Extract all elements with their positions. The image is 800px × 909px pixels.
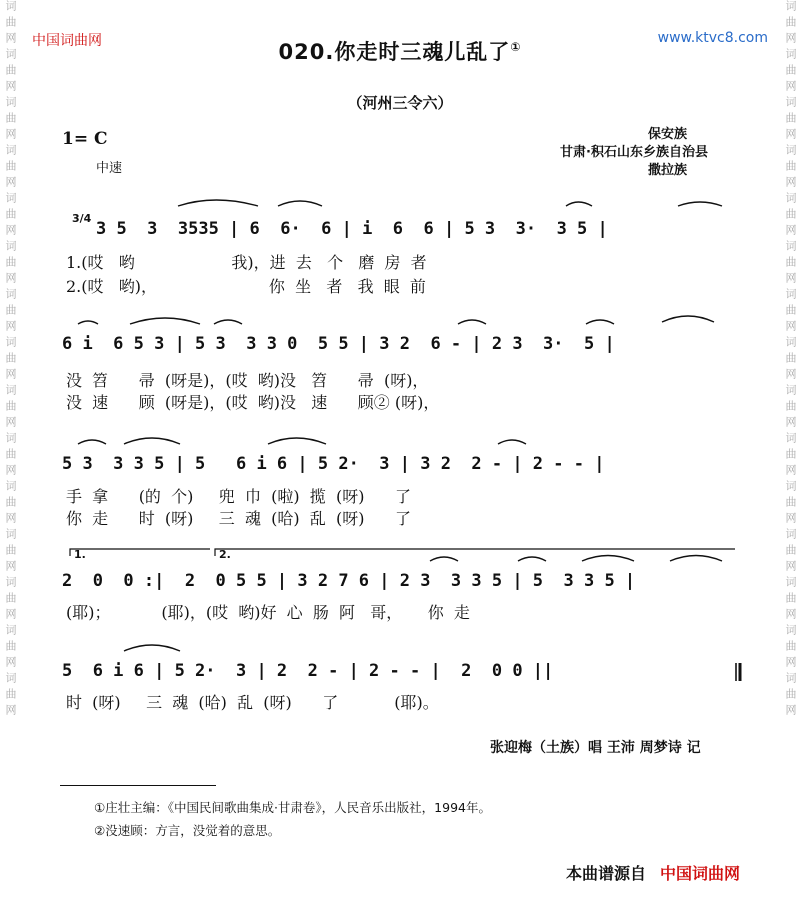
song-title bbox=[0, 36, 800, 66]
slur bbox=[124, 438, 180, 444]
left-watermark-strip: 词曲网词曲网词曲网词曲网词曲网词曲网词曲网词曲网词曲网词曲网词曲网词曲网词曲网词曲网词曲网 bbox=[4, 0, 17, 720]
slur bbox=[518, 557, 546, 561]
tempo-marking: 中速 bbox=[96, 161, 123, 176]
time-signature-text: 3/4 bbox=[72, 212, 92, 225]
origin-line-2: 甘肃·积石山东乡族自治县 bbox=[560, 145, 708, 160]
notation-row-3: 5 3 3 3 5 | 5 6 i 6 | 5 2· 3 | 3 2 2 - | 2 - - | bbox=[62, 454, 605, 474]
slur bbox=[78, 440, 106, 444]
footnote-1: ①庄壮主编：《中国民间歌曲集成·甘肃卷》，人民音乐出版社，1994年。 bbox=[94, 800, 491, 815]
slur bbox=[582, 556, 634, 562]
notation-row-1: 3 5 3 3535 | 6 6· 6 | i 6 6 | 5 3 3· 3 5 | bbox=[96, 219, 608, 239]
notation-row-4: 2 0 0 :| 2 0 5 5 | 3 2 7 6 | 2 3 3 3 5 | 5 3 3 5 | bbox=[62, 571, 636, 591]
volta-1-label: 1. bbox=[74, 548, 86, 561]
lyric-row-1-verse-2: 2.(哎 哟)， 你 坐 者 我 眼 前 bbox=[66, 277, 426, 296]
origin-line-3: 撒拉族 bbox=[648, 163, 688, 178]
slur bbox=[662, 316, 714, 322]
slur bbox=[124, 645, 180, 651]
lyric-row-2-verse-2: 没 速 顾 (呀是)，(哎 哟)没 速 顾② (呀)， bbox=[66, 393, 440, 412]
slur bbox=[586, 320, 614, 324]
lyric-row-1-verse-1: 1.(哎 哟 我)，进 去 个 磨 房 者 bbox=[66, 253, 427, 272]
song-subtitle: （河州三令六） bbox=[347, 94, 453, 112]
notation-row-5: 5 6 i 6 | 5 2· 3 | 2 2 - | 2 - - | 2 0 0 || bbox=[62, 661, 554, 681]
song-title-text: 020.你走时三魂儿乱了 bbox=[278, 40, 511, 64]
notation-row-2: 6 i 6 5 3 | 5 3 3 3 0 5 5 | 3 2 6 - | 2 3 3· 5 | bbox=[62, 334, 615, 354]
performer-credit: 张迎梅（土族）唱 王沛 周梦诗 记 bbox=[490, 740, 701, 756]
volta-bracket bbox=[70, 549, 210, 556]
lyric-row-3-verse-1: 手 拿 (的 个) 兜 巾 (啦) 揽 (呀) 了 bbox=[66, 487, 411, 506]
site-watermark-left[interactable]: 中国词曲网 bbox=[32, 33, 102, 49]
slur bbox=[178, 200, 258, 206]
slur bbox=[458, 320, 486, 324]
slur bbox=[430, 557, 458, 561]
lyric-row-3-verse-2: 你 走 时 (呀) 三 魂 (哈) 乱 (呀) 了 bbox=[66, 509, 411, 528]
title-footnote-mark: ① bbox=[510, 40, 522, 54]
lyric-row-5: 时 (呀) 三 魂 (哈) 乱 (呀) 了 (耶)。 bbox=[66, 693, 439, 712]
source-site-link[interactable]: 中国词曲网 bbox=[660, 864, 741, 883]
volta-2-label: 2. bbox=[219, 548, 231, 561]
lyric-row-4: (耶)； (耶)，(哎 哟)好 心 肠 阿 哥， 你 走 bbox=[66, 603, 470, 622]
footnote-divider bbox=[60, 785, 216, 786]
volta-bracket bbox=[215, 549, 735, 556]
slur bbox=[268, 438, 326, 444]
right-watermark-strip: 词曲网词曲网词曲网词曲网词曲网词曲网词曲网词曲网词曲网词曲网词曲网词曲网词曲网词曲网词曲网 bbox=[784, 0, 797, 720]
lyric-row-2-verse-1: 没 笤 帚 (呀是)，(哎 哟)没 笤 帚 (呀)， bbox=[66, 371, 429, 390]
source-note bbox=[566, 861, 740, 884]
slur bbox=[498, 440, 526, 444]
slur bbox=[214, 320, 242, 324]
slur bbox=[678, 202, 722, 206]
slur bbox=[278, 201, 322, 206]
slur bbox=[566, 202, 592, 206]
slur bbox=[130, 318, 200, 324]
site-watermark-right[interactable]: www.ktvc8.com bbox=[657, 30, 768, 46]
key-signature: 1= C bbox=[62, 129, 108, 149]
slur bbox=[78, 321, 98, 324]
footnote-2: ②没速顾：方言，没觉着的意思。 bbox=[94, 823, 281, 838]
time-signature bbox=[72, 213, 91, 224]
slur bbox=[670, 556, 722, 562]
origin-line-1: 保安族 bbox=[648, 127, 688, 142]
source-label: 本曲谱源自 bbox=[566, 864, 647, 883]
